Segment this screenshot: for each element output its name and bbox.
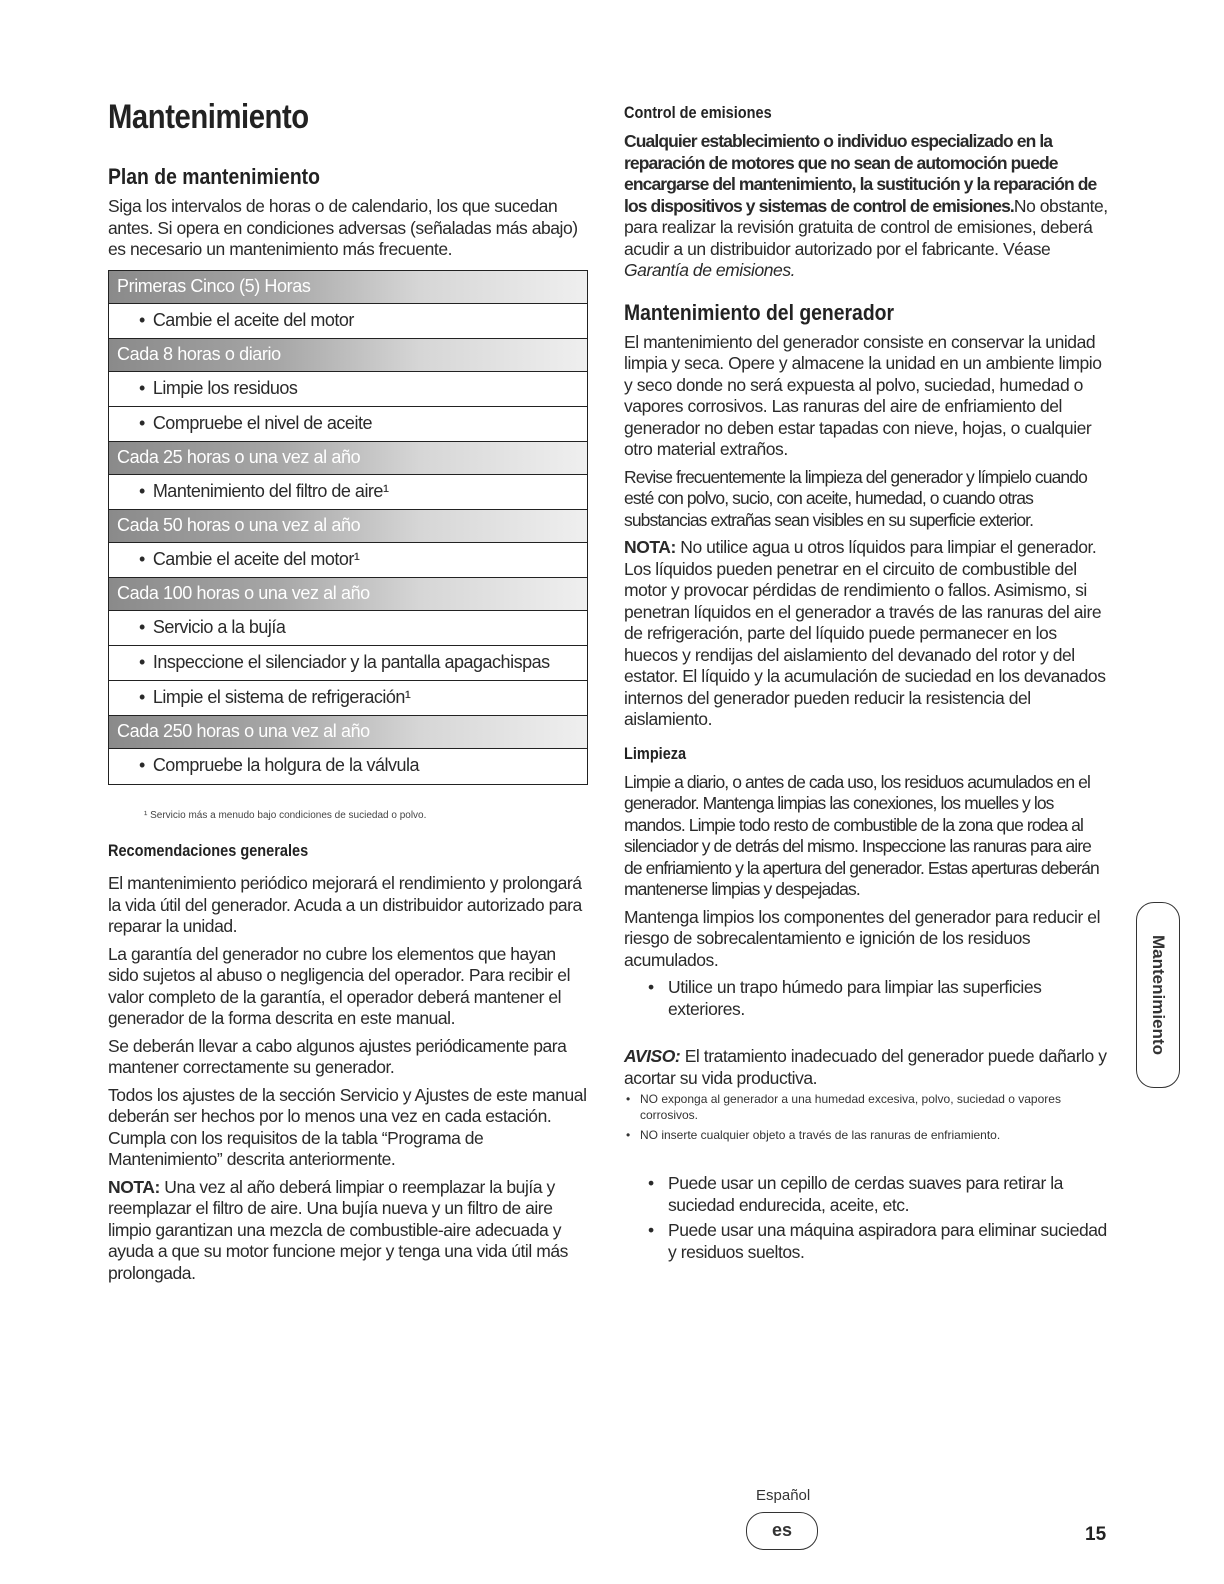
schedule-task-label: Mantenimiento del filtro de aire¹ (152, 481, 389, 501)
maintenance-schedule-table (108, 270, 588, 785)
schedule-task-label: Limpie los residuos (152, 378, 298, 398)
plan-intro: Siga los intervalos de horas o de calendario, los que sucedan antes. Si opera en condiciones adversas (señaladas más abajo) es necesario un mantenimiento más frecuente. (108, 196, 578, 259)
bullet-icon: • (139, 617, 145, 637)
cleaning-paragraph-2: Mantenga limpios los componentes del generador para reducir el riesgo de sobrecalentamiento e ignición de los residuos acumulados. (624, 906, 1101, 970)
language-badge: es (746, 1512, 818, 1550)
generator-paragraph-2: Revise frecuentemente la limpieza del generador y límpielo cuando esté con polvo, sucio, con aceite, humedad, o cuando otras substancias extrañas sean visibles en su superficie exterior. (624, 466, 1087, 530)
bullet-icon: • (139, 310, 145, 330)
schedule-task-label: Inspeccione el silenciador y la pantalla apagachispas (152, 652, 550, 672)
schedule-task-row (109, 372, 587, 407)
cleaning-tip: • Puede usar una máquina aspiradora para eliminar suciedad y residuos sueltos. (648, 1220, 1110, 1263)
side-tab-label: Mantenimiento (1149, 935, 1168, 1055)
section-side-tab (1136, 902, 1180, 1088)
note-paragraph (108, 1177, 590, 1285)
schedule-task-row (109, 749, 587, 784)
bullet-icon: • (139, 413, 145, 433)
page-title: Mantenimiento (108, 98, 309, 136)
bullet-icon: • (139, 481, 145, 501)
cleaning-tip: • Puede usar un cepillo de cerdas suaves para retirar la suciedad endurecida, aceite, etc. (648, 1173, 1110, 1216)
bullet-icon: • (139, 652, 145, 672)
schedule-footnote: ¹ Servicio más a menudo bajo condiciones de suciedad o polvo. (144, 810, 427, 821)
schedule-task-row (109, 407, 587, 442)
schedule-task-label: Cambie el aceite del motor (152, 310, 354, 330)
emissions-heading: Control de emisiones (624, 104, 772, 122)
emissions-bold-text: Cualquier establecimiento o individuo especializado en la reparación de motores que no sean de automoción puede encargarse del mantenimiento, la sustitución y la reparación de los dispositivos y sistemas de control de emisiones. (624, 131, 1097, 216)
bullet-icon: • (139, 549, 145, 569)
schedule-task-row (109, 646, 587, 681)
warning-text: El tratamiento inadecuado del generador puede dañarlo y acortar su vida productiva. (624, 1046, 1107, 1088)
rec-heading: Recomendaciones generales (108, 842, 309, 860)
cleaning-heading: Limpieza (624, 744, 687, 763)
emissions-paragraph (624, 131, 1110, 282)
general-recommendations (108, 842, 590, 1290)
schedule-task-row (109, 304, 587, 339)
generator-maintenance-heading: Mantenimiento del generador (624, 299, 895, 325)
schedule-task-row (109, 611, 587, 646)
cleaning-bullet-list (648, 977, 1110, 1020)
generator-note-label: NOTA: (624, 537, 676, 557)
cleaning-tips-list (648, 1173, 1110, 1263)
schedule-task-label: Servicio a la bujía (152, 617, 286, 637)
schedule-interval-header: Cada 100 horas o una vez al año (109, 578, 587, 611)
schedule-task-row (109, 681, 587, 716)
note-label: NOTA: (108, 1176, 160, 1197)
generator-note-text: No utilice agua u otros líquidos para limpiar el generador. Los líquidos pueden penetrar en el circuito de combustible del motor y provocar pérdidas de rendimiento o fallos. Asimismo, si penetran líquidos en el generador a través de las ranuras del aire de refrigeración, parte del líquido puede permanecer en los huecos y rendijas del aislamiento del devanado del rotor y del estator. El líquido y la acumulación de suciedad en los devanados internos del generador pueden reducir la resistencia del aislamiento. (624, 537, 1106, 729)
warning-item: • NO inserte cualquier objeto a través de las ranuras de enfriamiento. (624, 1127, 1110, 1143)
warning-label: AVISO: (624, 1046, 681, 1066)
plan-heading: Plan de mantenimiento (108, 164, 320, 189)
schedule-interval-header: Cada 50 horas o una vez al año (109, 510, 587, 543)
page-number: 15 (1085, 1524, 1107, 1545)
language-label: Español (756, 1487, 811, 1504)
rec-paragraph-1: El mantenimiento periódico mejorará el rendimiento y prolongará la vida útil del generador. Acuda a un distribuidor autorizado para reparar la unidad. (108, 873, 582, 936)
rec-paragraph-3: Se deberán llevar a cabo algunos ajustes periódicamente para mantener correctamente su generador. (108, 1035, 567, 1077)
cleaning-bullet: • Utilice un trapo húmedo para limpiar las superficies exteriores. (648, 977, 1110, 1020)
emissions-warranty-ref: Garantía de emisiones. (624, 260, 796, 280)
bullet-icon: • (139, 378, 145, 398)
emissions-text: No obstante, para realizar la revisión gratuita de control de emisiones, deberá acudir a un distribuidor autorizado por el fabricante. Véase (624, 195, 1108, 259)
warning-item: • NO exponga al generador a una humedad excesiva, polvo, suciedad o vapores corrosivos. (624, 1091, 1110, 1123)
schedule-task-row (109, 543, 587, 578)
rec-paragraph-4: Todos los ajustes de la sección Servicio y Ajustes de este manual deberán ser hechos por lo menos una vez en cada estación. Cumpla con los requisitos de la tabla “Programa de Mantenimiento” descrita anteriormente. (108, 1084, 587, 1169)
schedule-interval-header: Cada 8 horas o diario (109, 339, 587, 372)
schedule-task-row (109, 475, 587, 510)
bullet-icon: • (139, 687, 145, 707)
schedule-interval-header: Primeras Cinco (5) Horas (109, 271, 587, 304)
left-column (108, 0, 590, 1584)
warning-paragraph (624, 1046, 1110, 1089)
schedule-task-label: Limpie el sistema de refrigeración¹ (152, 687, 411, 707)
generator-note (624, 537, 1110, 731)
schedule-task-label: Compruebe la holgura de la válvula (152, 755, 419, 775)
schedule-interval-header: Cada 250 horas o una vez al año (109, 716, 587, 749)
right-flow (624, 104, 1110, 1277)
cleaning-paragraph-1: Limpie a diario, o antes de cada uso, los residuos acumulados en el generador. Mantenga limpias las conexiones, los muelles y los mandos. Limpie todo resto de combustible de la zona que rodea al silenciador y de detrás del mismo. Inspeccione las ranuras para aire de enfriamiento y la apertura del generador. Estas aperturas deberán mantenerse limpias y despejadas. (624, 771, 1099, 899)
schedule-task-label: Compruebe el nivel de aceite (152, 413, 372, 433)
right-column (624, 0, 1110, 1584)
warning-list (624, 1091, 1110, 1143)
bullet-icon: • (139, 755, 145, 775)
rec-paragraph-2: La garantía del generador no cubre los elementos que hayan sido sujetos al abuso o negligencia del operador. Para recibir el valor completo de la garantía, el operador deberá mantener el generador de la forma descrita en este manual. (108, 943, 571, 1028)
schedule-interval-header: Cada 25 horas o una vez al año (109, 442, 587, 475)
generator-paragraph-1: El mantenimiento del generador consiste en conservar la unidad limpia y seca. Opere y almacene la unidad en un ambiente limpio y seco donde no será expuesta al polvo, suciedad, humedad o vapores corrosivos. Las ranuras del aire de enfriamiento del generador no deben estar tapadas con nieve, hojas, o cualquier otro material extraños. (624, 331, 1102, 459)
schedule-task-label: Cambie el aceite del motor¹ (152, 549, 360, 569)
note-text: Una vez al año deberá limpiar o reemplazar la bujía y reemplazar el filtro de aire. Una bujía nueva y un filtro de aire limpio garantizan una mezcla de combustible-aire adecuada y ayuda a que su motor funcione mejor y tenga una vida útil más prolongada. (108, 1176, 568, 1283)
